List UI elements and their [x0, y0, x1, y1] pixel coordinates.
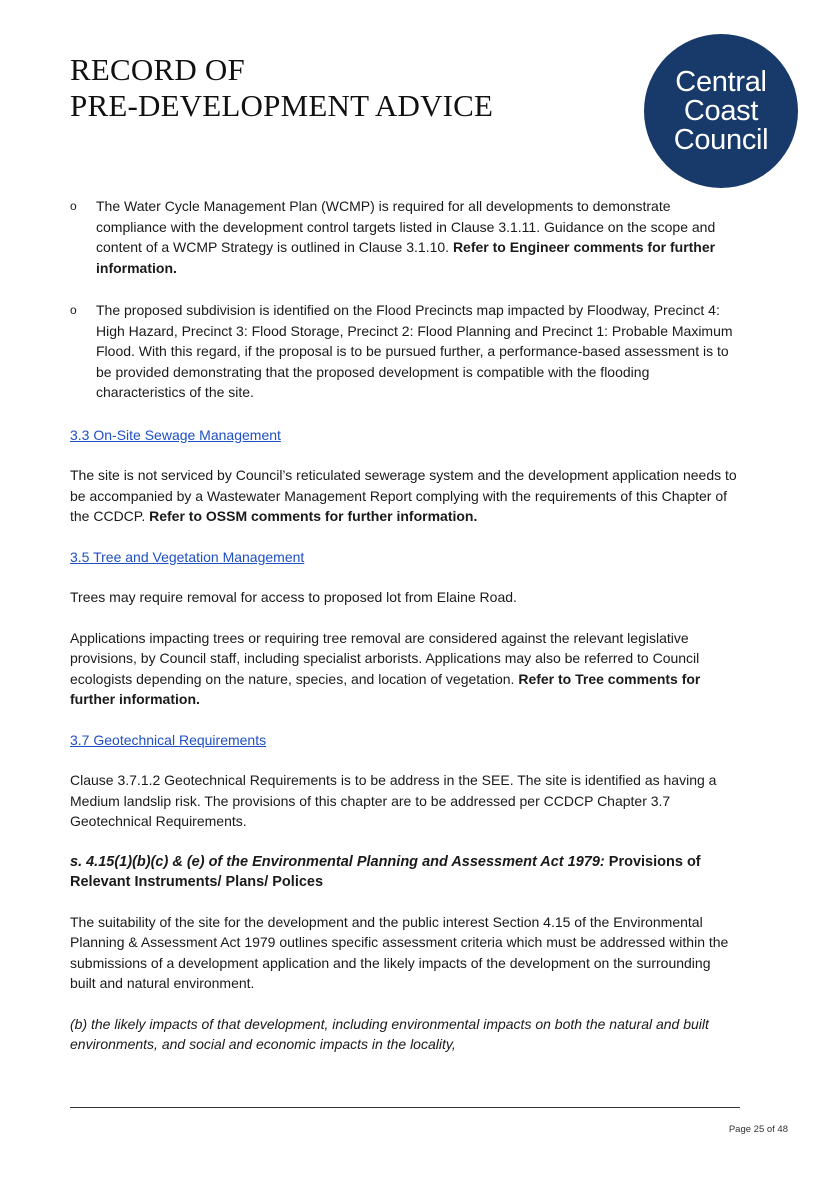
trees-paragraph-1: Trees may require removal for access to proposed lot from Elaine Road. [70, 589, 517, 605]
page-number: Page 25 of 48 [728, 1124, 788, 1135]
link-tree-vegetation-management[interactable]: 3.5 Tree and Vegetation Management [70, 548, 305, 565]
section-4-15-heading-italic: s. 4.15(1)(b)(c) & (e) of the Environmental Planning and Assessment Act 1979: [70, 853, 605, 870]
title-line-1: RECORD OF [70, 52, 245, 87]
bullet-marker: o [70, 303, 77, 317]
sewage-refer-text: Refer to OSSM comments for further information. [149, 508, 478, 524]
page-title [70, 52, 493, 124]
footer-divider [70, 1107, 740, 1108]
wcmp-refer-text: Refer to Engineer comments for further information. [96, 239, 716, 276]
link-geotechnical-requirements[interactable]: 3.7 Geotechnical Requirements [70, 731, 267, 748]
title-line-2: PRE-DEVELOPMENT ADVICE [70, 88, 494, 123]
document-body [70, 196, 740, 1055]
central-coast-council-logo [644, 34, 798, 188]
wcmp-text: The Water Cycle Management Plan (WCMP) is required for all developments to demonstrate compliance with the development control targets listed in Clause 3.1.11. Guidance on the scope and content of a WCMP Strategy is outlined in Clause 3.1.10. [96, 198, 716, 255]
trees-refer-text: Refer to Tree comments for further information. [70, 670, 701, 707]
sewage-paragraph [70, 465, 740, 527]
link-onsite-sewage-management[interactable]: 3.3 On-Site Sewage Management [70, 426, 281, 443]
section-4-15-heading-rest: Provisions of Relevant Instruments/ Plans/ Polices [70, 853, 701, 890]
trees-text: Applications impacting trees or requiring tree removal are considered against the relevant legislative provisions, by Council staff, including specialist arborists. Applications may also be referred to Council ecologists depending on the nature, species, and location of vegetation. [70, 629, 700, 687]
bullet-marker: o [70, 199, 77, 213]
list-item-wcmp [70, 196, 740, 278]
section-4-15-heading [70, 852, 740, 893]
list-item-flood [70, 300, 740, 403]
sewage-text: The site is not serviced by Council’s reticulated sewerage system and the development application needs to be accompanied by a Wastewater Management Report complying with the requirements of this Chapter of the CCDCP. [70, 467, 737, 524]
section-4-15-paragraph: The suitability of the site for the development and the public interest Section 4.15 of the Environmental Planning & Assessment Act 1979 outlines specific assessment criteria which must be addressed within the submissions of a development application and the likely impacts of the development on the surrounding built and natural environment. [70, 913, 729, 991]
logo-line-1: Central [675, 65, 767, 98]
logo-line-3: Council [673, 123, 769, 156]
clause-b-quote: (b) the likely impacts of that development, including environmental impacts on both the natural and built environments, and social and economic impacts in the locality, [70, 1015, 709, 1052]
trees-paragraph-2 [70, 628, 740, 710]
geotech-paragraph: Clause 3.7.1.2 Geotechnical Requirements is to be address in the SEE. The site is identified as having a Medium landslip risk. The provisions of this chapter are to be addressed per CCDCP Chapter 3.7 Geotechnical Requirements. [70, 772, 717, 829]
flood-text: The proposed subdivision is identified on the Flood Precincts map impacted by Floodway, Precinct 4: High Hazard, Precinct 3: Flood Storage, Precinct 2: Flood Planning and Precinct 1: Probable Maximum Flood. With this regard, if the proposal is to be pursued further, a performance-based assessment is to be provided demonstrating that the proposed development is compatible with the flooding characteristics of the site. [96, 302, 733, 400]
logo-line-2: Coast [683, 94, 759, 127]
